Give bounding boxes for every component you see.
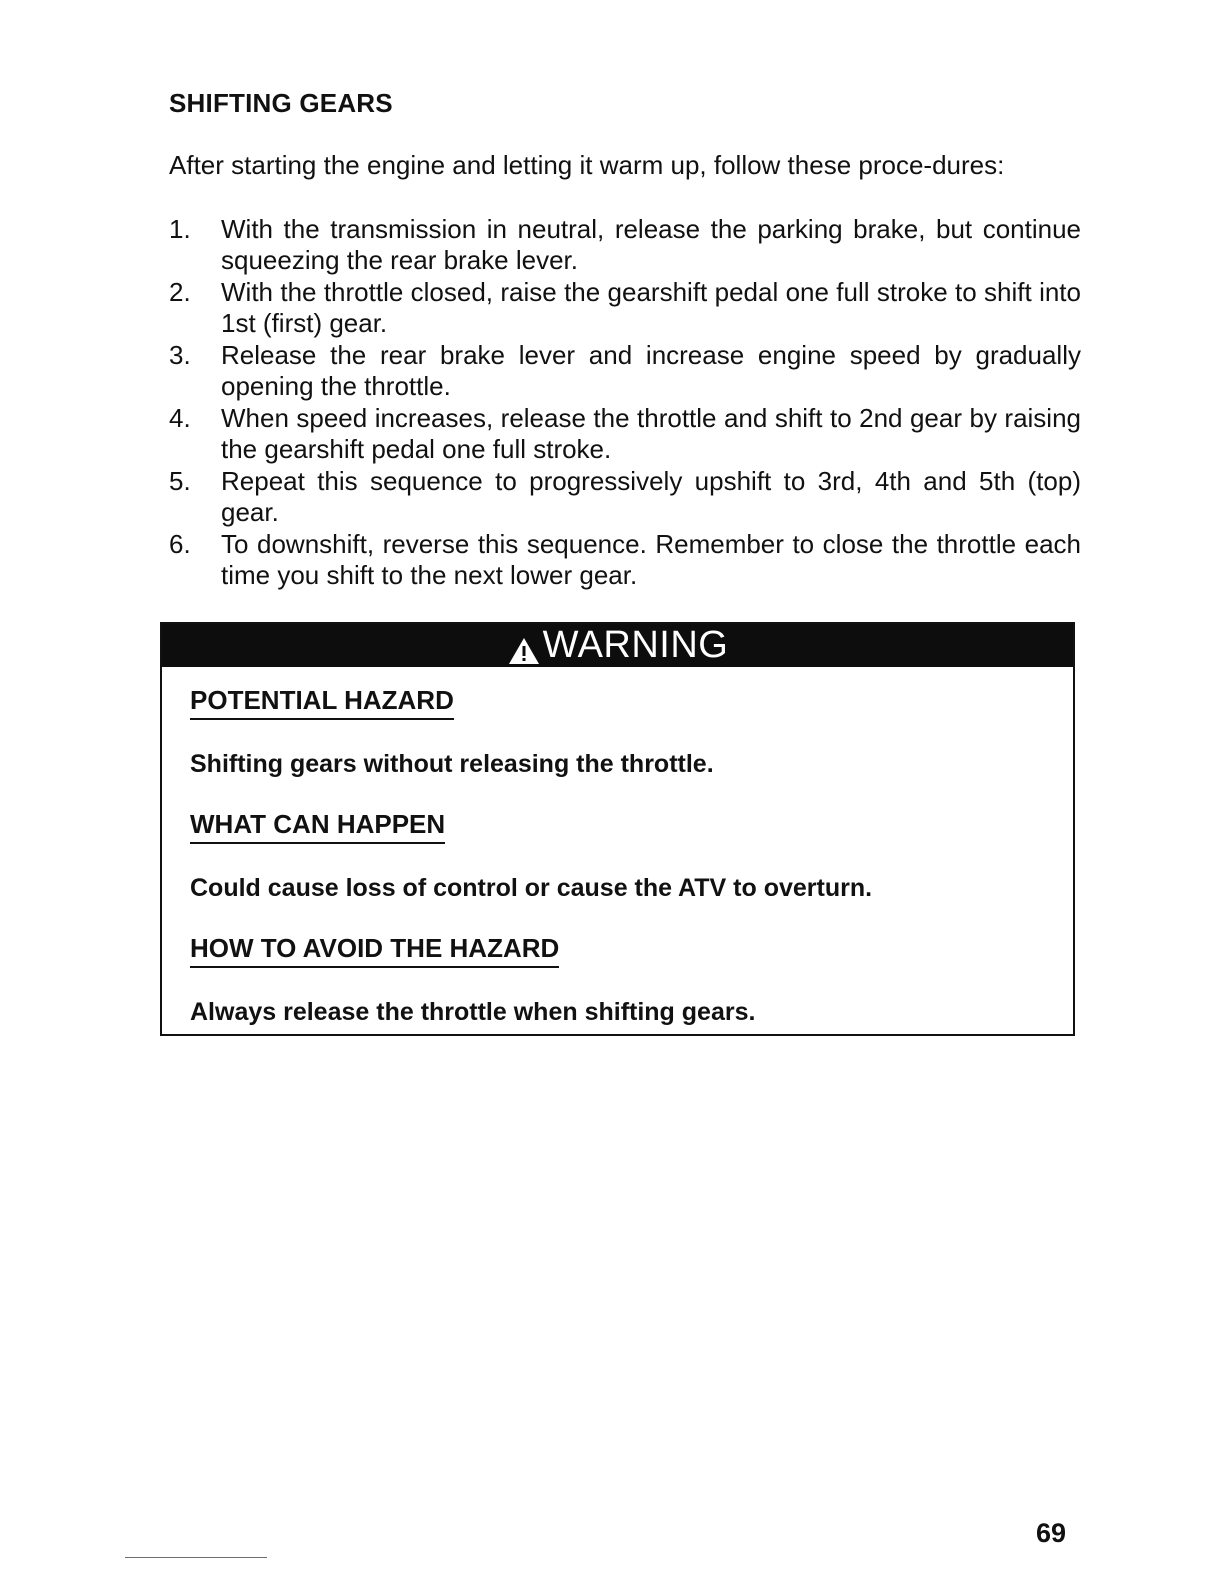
procedure-step bbox=[169, 529, 1081, 591]
procedure-step bbox=[169, 214, 1081, 276]
warning-box bbox=[160, 622, 1075, 1036]
warning-content bbox=[162, 667, 1073, 1027]
procedure-step bbox=[169, 466, 1081, 528]
step-text: With the transmission in neutral, release the parking brake, but continue squeezing the rear brake lever. bbox=[221, 214, 1081, 275]
step-number: 3. bbox=[169, 340, 191, 370]
step-text: To downshift, reverse this sequence. Remember to close the throttle each time you shift to the next lower gear. bbox=[221, 529, 1081, 590]
step-text: Release the rear brake lever and increase engine speed by gradually opening the throttle. bbox=[221, 340, 1081, 401]
step-number: 2. bbox=[169, 277, 191, 307]
what-can-happen-text: Could cause loss of control or cause the ATV to overturn. bbox=[190, 874, 873, 902]
procedure-step bbox=[169, 403, 1081, 465]
potential-hazard-text: Shifting gears without releasing the throttle. bbox=[190, 750, 714, 778]
step-text: When speed increases, release the throttle and shift to 2nd gear by raising the gearshift pedal one full stroke. bbox=[221, 403, 1081, 464]
footer-divider bbox=[125, 1557, 267, 1558]
step-number: 6. bbox=[169, 529, 191, 559]
warning-title: WARNING bbox=[542, 624, 729, 666]
step-text: With the throttle closed, raise the gearshift pedal one full stroke to shift into 1st (first) gear. bbox=[221, 277, 1081, 338]
how-to-avoid-text: Always release the throttle when shifting gears. bbox=[190, 998, 756, 1026]
how-to-avoid-label: HOW TO AVOID THE HAZARD bbox=[190, 933, 559, 968]
step-number: 1. bbox=[169, 214, 191, 244]
procedure-step bbox=[169, 340, 1081, 402]
what-can-happen-label: WHAT CAN HAPPEN bbox=[190, 809, 445, 844]
warning-banner bbox=[162, 624, 1073, 667]
section-title: SHIFTING GEARS bbox=[169, 88, 393, 118]
procedure-steps bbox=[169, 214, 1081, 592]
warning-triangle-icon bbox=[507, 633, 541, 663]
intro-paragraph: After starting the engine and letting it warm up, follow these proce-dures: bbox=[169, 150, 1005, 180]
page-number: 69 bbox=[1036, 1518, 1067, 1548]
potential-hazard-label: POTENTIAL HAZARD bbox=[190, 685, 454, 720]
step-number: 4. bbox=[169, 403, 191, 433]
step-number: 5. bbox=[169, 466, 191, 496]
procedure-step bbox=[169, 277, 1081, 339]
step-text: Repeat this sequence to progressively upshift to 3rd, 4th and 5th (top) gear. bbox=[221, 466, 1081, 527]
